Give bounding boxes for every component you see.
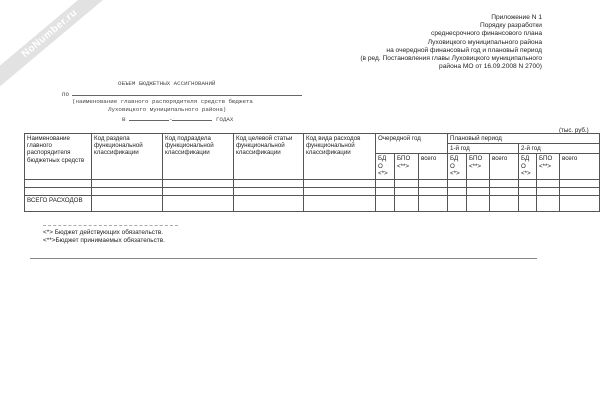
header-bpo: БПО <**> — [467, 154, 490, 180]
po-line — [62, 89, 302, 98]
appendix-line: (в ред. Постановления главы Луховицкого муниципального — [360, 55, 542, 63]
year-to-field[interactable] — [172, 114, 212, 121]
appendix-line: среднесрочного финансового плана — [431, 30, 542, 38]
appendix-line: Приложение N 1 — [491, 14, 542, 21]
page-divider — [30, 258, 537, 259]
header-section-code: Код раздела функциональной классификации — [92, 134, 163, 180]
header-bdo: БД О <*> — [376, 154, 395, 180]
appendix-line: Порядку разработки — [479, 22, 542, 30]
appendix-line: на очередной финансовый год и плановый период — [386, 46, 542, 54]
header-total: всего — [490, 154, 519, 180]
watermark: NoNumber.ru — [0, 0, 116, 92]
footnote-divider — [43, 225, 178, 226]
header-bdo: БД О <*> — [448, 154, 467, 180]
header-distributor: Наименование главного распорядителя бюджетных средств — [25, 134, 92, 180]
distributor-field[interactable] — [72, 89, 302, 96]
appendix-header — [360, 14, 542, 71]
header-subsection-code: Код подраздела функциональной классификации — [163, 134, 234, 180]
po-label: ПО — [62, 91, 69, 98]
table-row — [25, 180, 600, 188]
total-row-label: ВСЕГО РАСХОДОВ — [25, 196, 92, 212]
header-target-code: Код целевой статьи функциональной классификации — [234, 134, 304, 180]
header-plan-period: Плановый период — [448, 134, 600, 144]
years-line — [122, 114, 233, 123]
appendix-line: района МО от 16.09.2008 N 2700) — [439, 63, 542, 71]
allocations-table — [24, 133, 600, 212]
appendix-line: Луховицкого муниципального района — [427, 38, 542, 46]
header-total: всего — [419, 154, 448, 180]
subtitle-2: Луховицкого муниципального района) — [108, 106, 227, 113]
year-from-field[interactable] — [129, 114, 169, 121]
footnote-bdo: <*> Бюджет действующих обязательств. — [43, 229, 164, 236]
dash: - — [168, 116, 173, 123]
header-year1: 1-й год — [448, 144, 519, 154]
header-bdo: БД О <*> — [519, 154, 537, 180]
v-label: В — [122, 116, 126, 123]
header-expense-code: Код вида расходов функциональной классификации — [304, 134, 376, 180]
header-total: всего — [560, 154, 600, 180]
unit-label: (тыс. руб.) — [559, 127, 589, 134]
header-bpo: БПО <**> — [395, 154, 419, 180]
header-next-year: Очередной год — [376, 134, 448, 154]
subtitle-1: (наименование главного распорядителя средств бюджета — [72, 98, 253, 105]
header-bpo: БПО <**> — [537, 154, 560, 180]
document-title: ОБЪЕМ БЮДЖЕТНЫХ АССИГНОВАНИЙ — [118, 80, 216, 87]
table-row — [25, 188, 600, 196]
total-row — [25, 196, 600, 212]
header-year2: 2-й год — [519, 144, 600, 154]
godah-label: ГОДАХ — [215, 116, 234, 123]
footnote-bpo: <**>Бюджет принимаемых обязательств. — [43, 237, 165, 244]
